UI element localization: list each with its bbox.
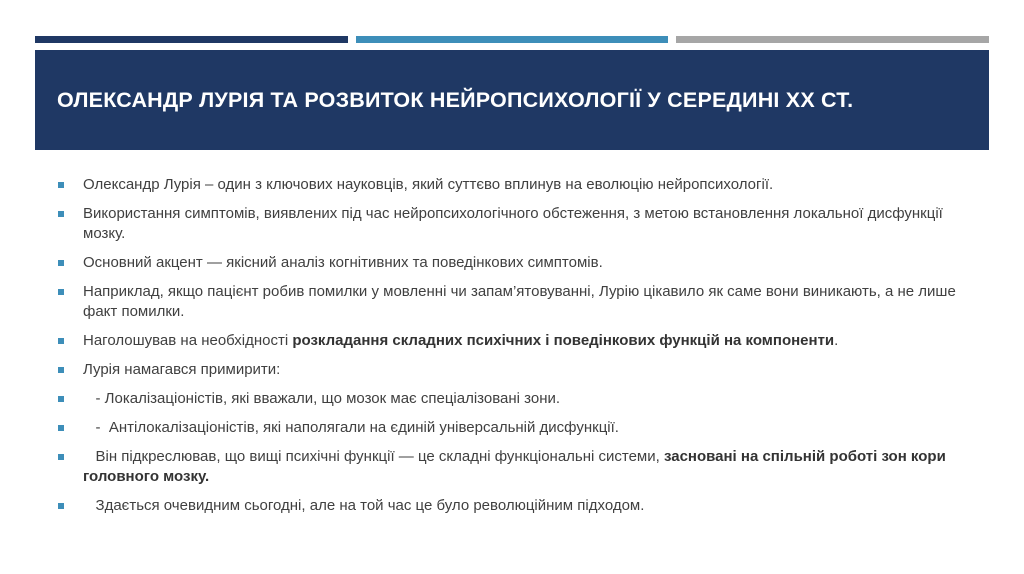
- bullet-item: [55, 204, 970, 244]
- bullet-item: [55, 175, 970, 195]
- bullet-text: Використання симптомів, виявлених під час нейропсихологічного обстеження, з метою встановлення локальної дисфункції мозку.: [83, 205, 943, 242]
- title-banner: [35, 50, 989, 150]
- bullet-bold-text: засновані на спільній роботі зон кори головного мозку.: [83, 448, 946, 485]
- bullet-item: [55, 253, 970, 273]
- bullet-text: Основний акцент — якісний аналіз когнітивних та поведінкових симптомів.: [83, 254, 603, 271]
- bullet-text: Олександр Лурія – один з ключових науковців, який суттєво вплинув на еволюцію нейропсихології.: [83, 176, 774, 193]
- bullet-item: [55, 447, 970, 487]
- bullet-text: Наприклад, якщо пацієнт робив помилки у мовленні чи запам’ятовуванні, Лурію цікавило як саме вони виникають, а не лише факт помилки.: [83, 283, 956, 320]
- bullet-bold-text: розкладання складних психічних і поведінкових функцій на компоненти: [292, 332, 835, 349]
- top-accent-bar-navy: [35, 36, 348, 43]
- bullet-item: [55, 331, 970, 351]
- bullet-item: [55, 360, 970, 380]
- bullet-text: Він підкреслював, що вищі психічні функції — це складні функціональні системи,: [83, 448, 664, 465]
- top-accent-bar-blue: [356, 36, 668, 43]
- bullet-item: [55, 418, 970, 438]
- top-accent-bar-gray: [676, 36, 989, 43]
- bullet-item: [55, 496, 970, 516]
- bullet-text: Лурія намагався примирити:: [83, 361, 281, 378]
- bullet-text: - Локалізаціоністів, які вважали, що мозок має спеціалізовані зони.: [83, 390, 561, 407]
- bullet-text: Здається очевидним сьогодні, але на той час це було революційним підходом.: [83, 497, 645, 514]
- bullet-item: [55, 389, 970, 409]
- bullet-text: - Антілокалізаціоністів, які наполягали на єдиній універсальній дисфункції.: [83, 419, 619, 436]
- bullet-text: Наголошував на необхідності: [83, 332, 293, 349]
- bullet-list: [55, 175, 970, 525]
- bullet-text: .: [834, 332, 839, 349]
- bullet-item: [55, 282, 970, 322]
- slide-title: ОЛЕКСАНДР ЛУРІЯ ТА РОЗВИТОК НЕЙРОПСИХОЛОГІЇ У СЕРЕДИНІ ХХ СТ.: [57, 87, 854, 112]
